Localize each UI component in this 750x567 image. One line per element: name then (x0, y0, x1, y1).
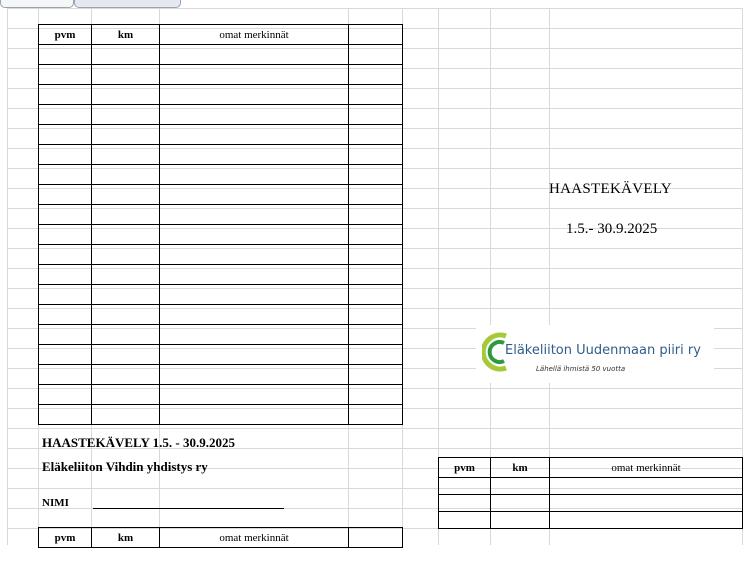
table-row (39, 65, 403, 85)
table-cell[interactable] (160, 125, 349, 145)
table-cell[interactable] (39, 285, 92, 305)
table-cell[interactable] (92, 145, 160, 165)
table-cell[interactable] (160, 165, 349, 185)
table-row (39, 345, 403, 365)
table-cell[interactable] (39, 325, 92, 345)
table-cell[interactable] (439, 478, 491, 495)
header-extra (349, 25, 403, 45)
challenge-dates: 1.5.- 30.9.2025 (566, 221, 658, 237)
logo-slogan: Lähellä ihmistä 50 vuotta (536, 365, 626, 373)
right-log-table (438, 457, 743, 529)
table-cell[interactable] (160, 145, 349, 165)
table-row (39, 45, 403, 65)
table-cell[interactable] (39, 305, 92, 325)
right-header-km: km (491, 458, 550, 478)
table-cell[interactable] (39, 265, 92, 285)
table-cell[interactable] (349, 405, 403, 425)
table-cell[interactable] (39, 165, 92, 185)
grid-line-horizontal (7, 428, 743, 429)
table-cell[interactable] (349, 205, 403, 225)
table-cell[interactable] (39, 145, 92, 165)
table-cell[interactable] (349, 365, 403, 385)
table-cell[interactable] (92, 385, 160, 405)
table-cell[interactable] (439, 512, 491, 529)
table-cell[interactable] (39, 405, 92, 425)
form-title: HAASTEKÄVELY 1.5. - 30.9.2025 (42, 435, 235, 450)
table-cell[interactable] (39, 65, 92, 85)
table-cell[interactable] (160, 85, 349, 105)
table-row (39, 285, 403, 305)
table-cell[interactable] (39, 85, 92, 105)
table-row (39, 185, 403, 205)
sheet-tab-button[interactable] (0, 0, 74, 8)
walking-log-header-row (39, 25, 403, 45)
table-cell[interactable] (160, 385, 349, 405)
table-row (39, 125, 403, 145)
table-cell[interactable] (160, 265, 349, 285)
table-cell[interactable] (349, 145, 403, 165)
bottom-header-km: km (92, 528, 160, 548)
table-cell[interactable] (92, 345, 160, 365)
table-cell[interactable] (160, 245, 349, 265)
bottom-log-table (38, 527, 403, 548)
table-cell[interactable] (92, 105, 160, 125)
table-row (39, 105, 403, 125)
table-cell[interactable] (491, 512, 550, 529)
table-cell[interactable] (92, 365, 160, 385)
table-cell[interactable] (349, 385, 403, 405)
table-row (39, 265, 403, 285)
table-cell[interactable] (92, 185, 160, 205)
table-cell[interactable] (160, 345, 349, 365)
header-pvm: pvm (39, 25, 92, 45)
table-cell[interactable] (160, 105, 349, 125)
sheet-tab-button-active[interactable] (74, 0, 181, 8)
table-cell[interactable] (349, 105, 403, 125)
table-cell[interactable] (92, 85, 160, 105)
table-cell[interactable] (349, 165, 403, 185)
table-cell[interactable] (160, 305, 349, 325)
table-row (39, 385, 403, 405)
walking-log-table (38, 24, 403, 425)
table-row (39, 245, 403, 265)
table-row (439, 478, 743, 495)
table-cell[interactable] (349, 85, 403, 105)
table-cell[interactable] (491, 495, 550, 512)
table-cell[interactable] (92, 245, 160, 265)
table-cell[interactable] (39, 225, 92, 245)
table-cell[interactable] (92, 225, 160, 245)
right-header-pvm: pvm (439, 458, 491, 478)
table-cell[interactable] (349, 65, 403, 85)
table-row (39, 225, 403, 245)
bottom-header-pvm: pvm (39, 528, 92, 548)
table-cell[interactable] (349, 125, 403, 145)
table-cell[interactable] (160, 45, 349, 65)
right-header-omat-merkinnat: omat merkinnät (550, 458, 743, 478)
table-cell[interactable] (39, 345, 92, 365)
table-cell[interactable] (39, 105, 92, 125)
table-cell[interactable] (349, 185, 403, 205)
table-cell[interactable] (349, 285, 403, 305)
bottom-log-header-row (39, 528, 403, 548)
bottom-header-extra (349, 528, 403, 548)
table-cell[interactable] (491, 478, 550, 495)
table-cell[interactable] (349, 245, 403, 265)
table-row (39, 165, 403, 185)
table-cell[interactable] (92, 205, 160, 225)
table-cell[interactable] (550, 478, 743, 495)
table-cell[interactable] (160, 325, 349, 345)
table-cell[interactable] (160, 365, 349, 385)
table-cell[interactable] (92, 65, 160, 85)
table-cell[interactable] (39, 385, 92, 405)
table-cell[interactable] (349, 345, 403, 365)
table-cell[interactable] (550, 495, 743, 512)
table-cell[interactable] (39, 245, 92, 265)
logo-organization-name: Eläkeliiton Uudenmaan piiri ry (505, 343, 701, 358)
table-cell[interactable] (39, 125, 92, 145)
grid-line-horizontal (7, 8, 743, 9)
table-cell[interactable] (92, 325, 160, 345)
table-row (39, 205, 403, 225)
name-label: NIMI (42, 497, 69, 509)
table-cell[interactable] (439, 495, 491, 512)
table-row (39, 325, 403, 345)
table-cell[interactable] (92, 265, 160, 285)
challenge-title: HAASTEKÄVELY (549, 181, 672, 197)
table-row (39, 145, 403, 165)
table-cell[interactable] (92, 165, 160, 185)
table-cell[interactable] (39, 185, 92, 205)
table-row (39, 365, 403, 385)
table-row (39, 305, 403, 325)
table-cell[interactable] (160, 65, 349, 85)
table-cell[interactable] (349, 305, 403, 325)
table-cell[interactable] (349, 45, 403, 65)
table-cell[interactable] (39, 205, 92, 225)
table-row (439, 495, 743, 512)
table-cell[interactable] (92, 125, 160, 145)
table-cell[interactable] (92, 305, 160, 325)
table-cell[interactable] (160, 405, 349, 425)
table-cell[interactable] (160, 225, 349, 245)
table-cell[interactable] (92, 285, 160, 305)
bottom-header-omat-merkinnat: omat merkinnät (160, 528, 349, 548)
table-cell[interactable] (550, 512, 743, 529)
table-cell[interactable] (349, 265, 403, 285)
table-cell[interactable] (92, 45, 160, 65)
header-omat-merkinnat: omat merkinnät (160, 25, 349, 45)
right-log-header-row (439, 458, 743, 478)
table-cell[interactable] (160, 185, 349, 205)
header-km: km (92, 25, 160, 45)
table-row (39, 405, 403, 425)
association-name: Eläkeliiton Vihdin yhdistys ry (42, 459, 208, 474)
table-row (439, 512, 743, 529)
organization-logo (476, 325, 714, 383)
table-cell[interactable] (349, 225, 403, 245)
table-cell[interactable] (39, 45, 92, 65)
name-underline[interactable] (93, 508, 284, 509)
table-cell[interactable] (349, 325, 403, 345)
table-cell[interactable] (160, 205, 349, 225)
table-cell[interactable] (39, 365, 92, 385)
table-cell[interactable] (92, 405, 160, 425)
table-row (39, 85, 403, 105)
table-cell[interactable] (160, 285, 349, 305)
